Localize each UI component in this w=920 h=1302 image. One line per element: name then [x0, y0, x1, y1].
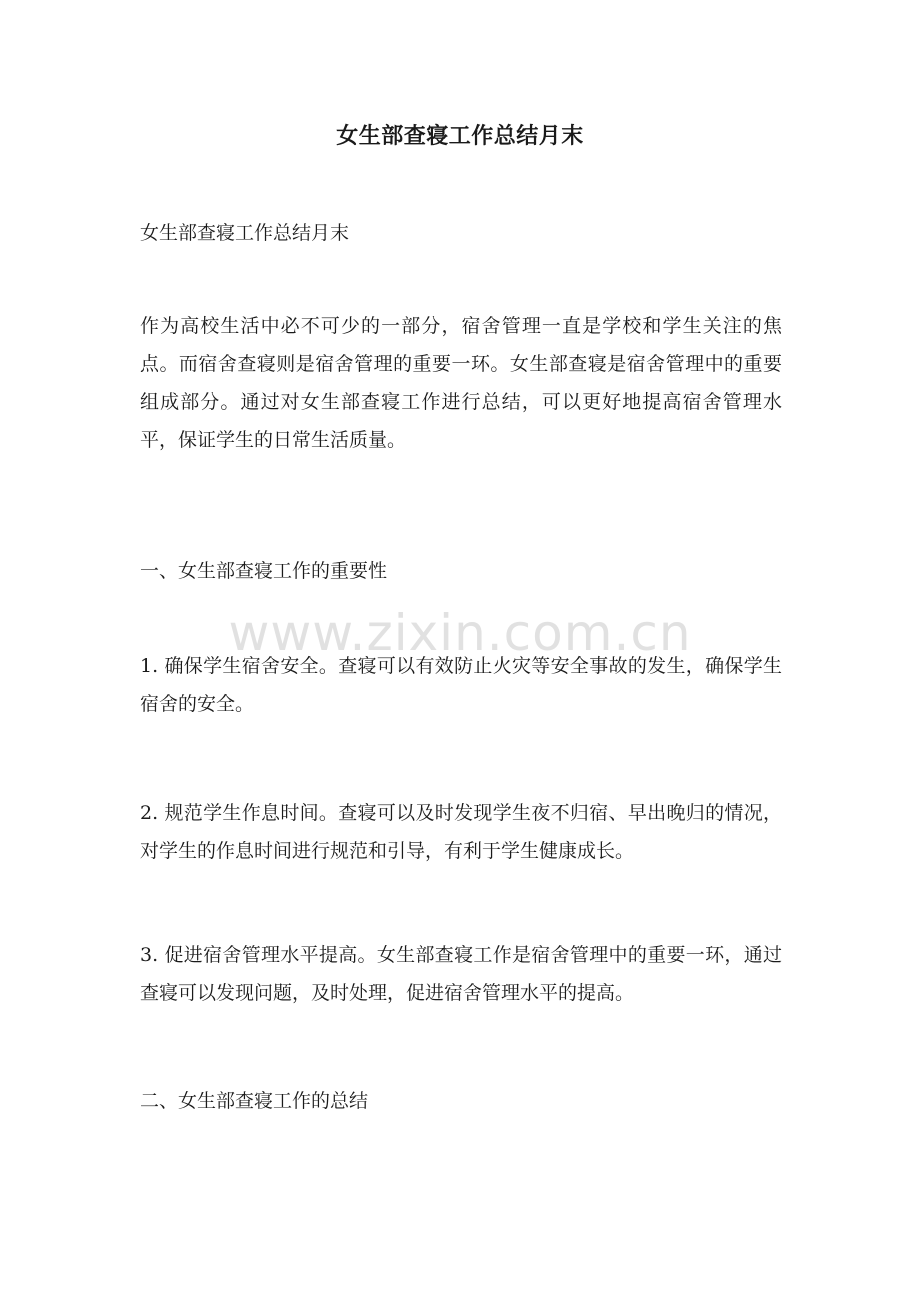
- section-heading-summary: 二、女生部查寝工作的总结: [140, 1090, 369, 1112]
- list-item-schedule: 2. 规范学生作息时间。查寝可以及时发现学生夜不归宿、早出晚归的情况，对学生的作息时间进行规范和引导，有利于学生健康成长。: [140, 802, 782, 862]
- section-heading-importance: 一、女生部查寝工作的重要性: [140, 560, 388, 582]
- list-item-safety: 1. 确保学生宿舍安全。查寝可以有效防止火灾等安全事故的发生，确保学生宿舍的安全。: [140, 655, 782, 715]
- watermark-text: www.zixin.com.cn: [228, 604, 692, 662]
- document-subtitle: 女生部查寝工作总结月末: [140, 222, 350, 244]
- document-title: 女生部查寝工作总结月末: [336, 123, 584, 149]
- list-item-management: 3. 促进宿舍管理水平提高。女生部查寝工作是宿舍管理中的重要一环，通过查寝可以发现问题，及时处理，促进宿舍管理水平的提高。: [140, 944, 782, 1004]
- intro-paragraph: 作为高校生活中必不可少的一部分，宿舍管理一直是学校和学生关注的焦点。而宿舍查寝则是宿舍管理的重要一环。女生部查寝是宿舍管理中的重要组成部分。通过对女生部查寝工作进行总结，可以更好地提高宿舍管理水平，保证学生的日常生活质量。: [140, 315, 782, 451]
